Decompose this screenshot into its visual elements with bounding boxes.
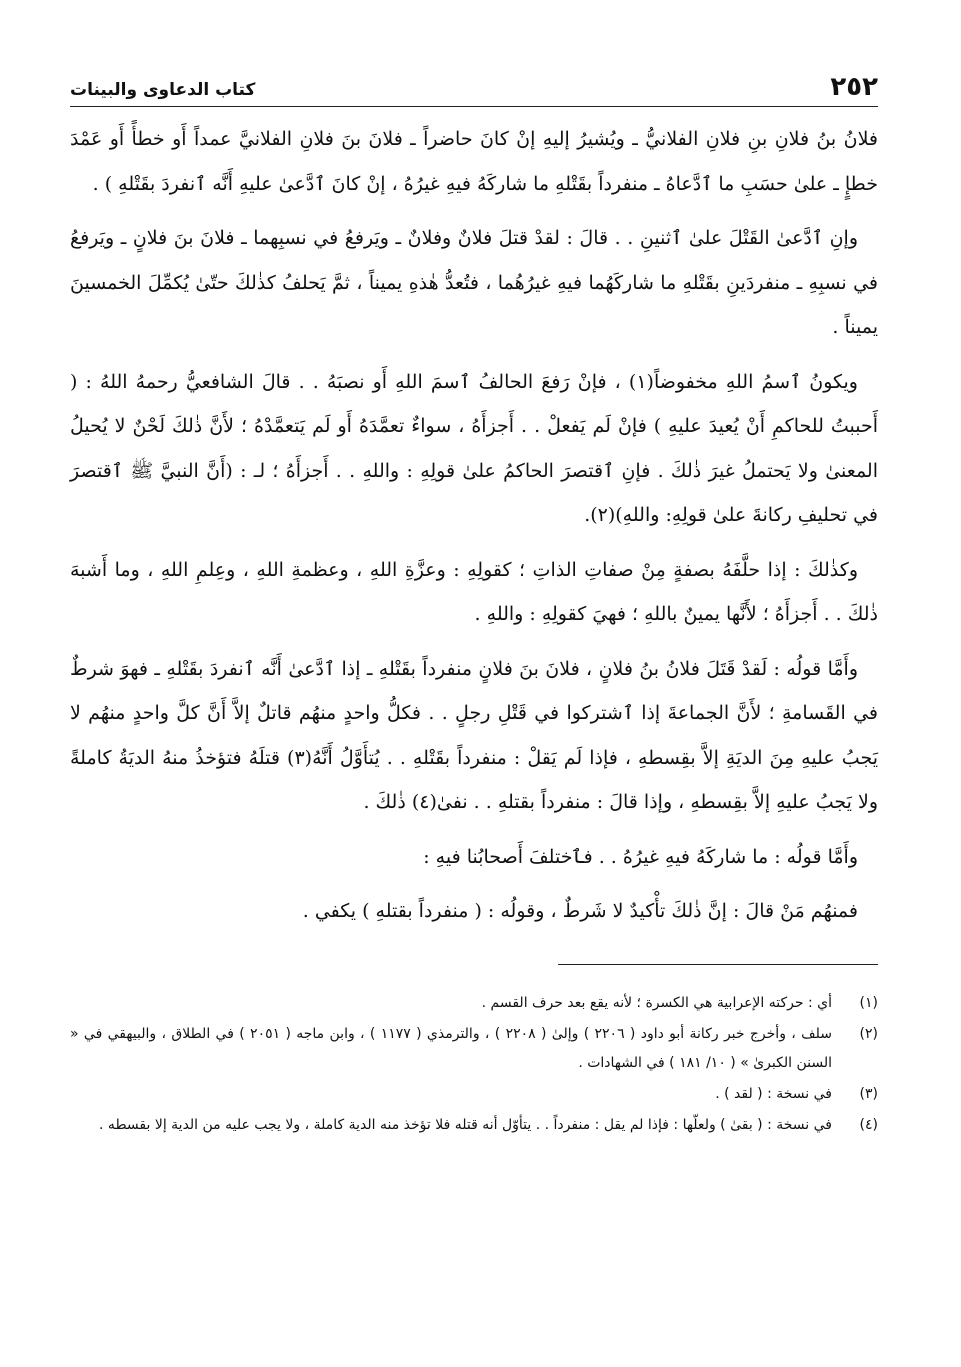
footnote-number: (٤) <box>859 1116 878 1133</box>
footnote-number: (١) <box>859 994 878 1011</box>
paragraph-4: وكذٰلكَ : إذا حلَّفَهُ بصفةٍ مِنْ صفاتِ الذاتِ ؛ كقولِهِ : وعزَّةِ اللهِ ، وعظمةِ اللهِ ، وعِلمِ اللهِ ، وما أَشبهَ ذٰلكَ . . أَجزأَهُ ؛ لأَنَّها يمينٌ باللهِ ؛ فهيَ كقولِهِ : واللهِ . <box>70 558 878 625</box>
footnote-4 <box>70 1111 878 1140</box>
footnote-text: في نسخة : ( لقد ) . <box>715 1085 832 1102</box>
running-title: كتاب الدعاوى والبينات <box>70 80 256 100</box>
footnote-number: (٢) <box>859 1025 878 1042</box>
footnote-number: (٣) <box>859 1085 878 1102</box>
footnote-3 <box>70 1080 878 1109</box>
book-page <box>70 68 878 1142</box>
page-header <box>70 68 878 107</box>
paragraph-6: وأَمَّا قولُه : ما شاركَهُ فيهِ غيرُهُ . . فٱختلفَ أَصحابُنا فيهِ : <box>423 845 858 868</box>
paragraph-1: فلانُ بنُ فلانِ بنِ فلانِ الفلانيُّ ـ ويُشيرُ إليهِ إنْ كانَ حاضراً ـ فلانَ بنَ فلانِ الفلانيَّ عمداً أَو خطأً أَو عَمْدَ خطإٍ ـ علىٰ حسَبِ ما ٱدَّعاهُ ـ منفرداً بقَتْلهِ ما شاركَهُ فيهِ غيرُهُ ، إنْ كانَ ٱدَّعىٰ عليهِ أَنَّه ٱنفردَ بقَتْلهِ ) . <box>70 128 878 195</box>
footnote-separator <box>558 964 878 965</box>
paragraph-2: وإنِ ٱدَّعىٰ القَتْلَ علىٰ ٱثنينِ . . قالَ : لقدْ قتلَ فلانٌ وفلانٌ ـ ويَرفعُ في نسبِهما ـ فلانَ بنَ فلانٍ ـ ويَرفعُ في نسبِهِ ـ منفردَينِ بقَتْلهِ ما شاركَهُما فيهِ غيرُهُما ، فتُعدُّ هٰذهِ يميناً ، ثمَّ يَحلفُ كذٰلكَ حتّىٰ يُكمِّلَ الخمسينَ يميناً . <box>70 227 878 338</box>
paragraph-3: ويكونُ ٱسمُ اللهِ مخفوضاً(١) ، فإنْ رَفعَ الحالفُ ٱسمَ اللهِ أَو نصبَهُ . . قالَ الشافعيُّ رحمهُ اللهُ : ( أَحببتُ للحاكمِ أَنْ يُعيدَ عليهِ ) فإنْ لَم يَفعلْ . . أَجزأَهُ ، سواءٌ تعمَّدَهُ أَو لَم يَتعمَّدْهُ ؛ لأَنَّ ذٰلكَ لَحْنٌ لا يُحيلُ المعنىٰ ولا يَحتملُ غيرَ ذٰلكَ . فإنِ ٱقتصرَ الحاكمُ علىٰ قولِهِ : واللهِ . . أَجزأَهُ ؛ لـ : (أَنَّ النبيَّ ﷺ ٱقتصرَ في تحليفِ ركانةَ علىٰ قولِهِ: واللهِ)(٢). <box>70 370 878 526</box>
footnote-1 <box>70 989 878 1018</box>
footnote-text: سلف ، وأخرج خبر ركانة أبو داود ( ٢٢٠٦ ) وإلىٰ ( ٢٢٠٨ ) ، والترمذي ( ١١٧٧ ) ، وابن ماجه ( ٢٠٥١ ) في الطلاق ، والبيهقي في « السنن الكبرىٰ » ( ١٠/ ١٨١ ) في الشهادات . <box>70 1025 833 1071</box>
footnote-2 <box>70 1020 878 1078</box>
footnote-text: في نسخة : ( بقىٰ ) ولعلّها : فإذا لم يقل : منفرداً . . يتأوّل أنه قتله فلا تؤخذ منه الدية كاملة ، ولا يجب عليه من الدية إلا بقسطه . <box>99 1116 832 1133</box>
page-number: ٢٥٢ <box>830 72 878 102</box>
footnote-text: أي : حركته الإعرابية هي الكسرة ؛ لأنه يقع بعد حرف القسم . <box>481 994 832 1011</box>
paragraph-5: وأَمَّا قولُه : لَقدْ قَتَلَ فلانُ بنُ فلانٍ ، فلانَ بنَ فلانٍ منفرداً بقَتْلهِ ـ إذا ٱدَّعىٰ أَنَّه ٱنفردَ بقَتْلهِ ـ فهوَ شرطٌ في القَسامةِ ؛ لأَنَّ الجماعةَ إذا ٱشتركوا في قَتْلِ رجلٍ . . فكلُّ واحدٍ منهُم قاتلٌ إلاَّ أَنَّ كلَّ واحدٍ منهُم لا يَجبُ عليهِ مِنَ الديَةِ إلاَّ بقِسطهِ ، فإذا لَم يَقلْ : منفرداً بقَتْلهِ . . يُتأَوَّلُ أَنَّهُ(٣) قتلَهُ فتؤخذُ منهُ الديَةُ كاملةً ولا يَجبُ عليهِ إلاَّ بقِسطهِ ، وإذا قالَ : منفرداً بقتلهِ . . نفىٰ(٤) ذٰلكَ . <box>70 657 878 813</box>
footnotes <box>70 989 878 1140</box>
paragraph-7: فمنهُم مَنْ قالَ : إنَّ ذٰلكَ تأْكيدٌ لا شَرطٌ ، وقولُه : ( منفرداً بقتلهِ ) يكفي . <box>302 900 858 922</box>
main-text <box>70 117 878 934</box>
